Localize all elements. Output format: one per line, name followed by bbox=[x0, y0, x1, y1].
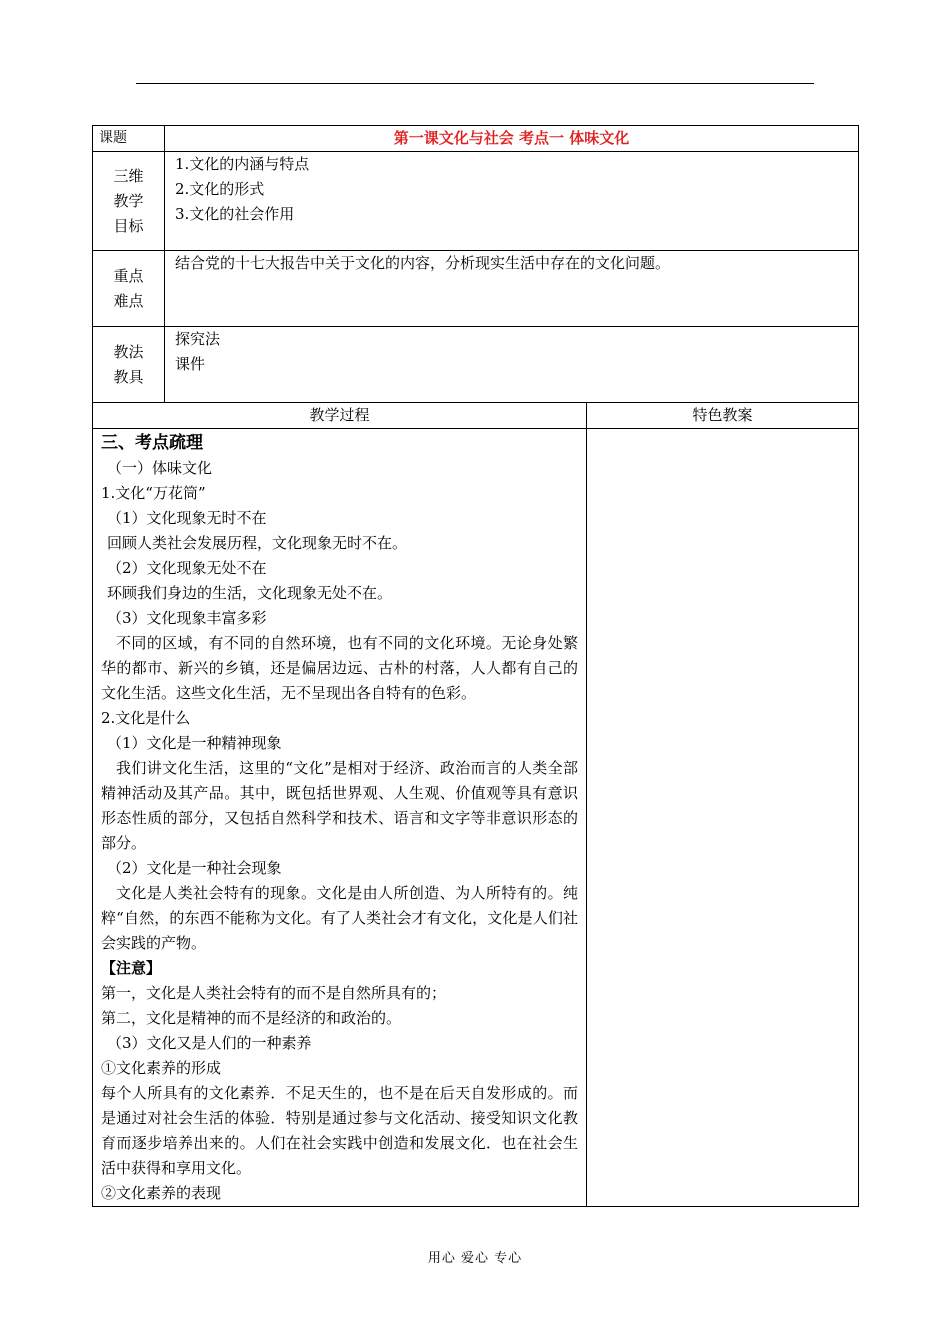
process-paragraph: （3）文化又是人们的一种素养 bbox=[107, 1034, 312, 1052]
process-paragraph: ①文化素养的形成 bbox=[101, 1059, 222, 1077]
objective-item: 1.文化的内涵与特点 bbox=[175, 155, 310, 173]
objectives-label-line: 三维 bbox=[113, 166, 144, 185]
process-paragraph: 【注意】 bbox=[101, 959, 162, 977]
key-points-label bbox=[93, 251, 165, 327]
page-footer: 用心 爱心 专心 bbox=[427, 1251, 523, 1266]
special-content bbox=[587, 429, 859, 1207]
methods-content bbox=[165, 327, 859, 403]
lesson-title: 第一课文化与社会 考点一 体味文化 bbox=[165, 126, 859, 152]
process-paragraph: （1）文化是一种精神现象 bbox=[107, 734, 282, 752]
topic-label: 课题 bbox=[93, 126, 165, 152]
section-title: 三、考点疏理 bbox=[101, 433, 203, 453]
process-paragraph: ②文化素养的表现 bbox=[101, 1184, 222, 1202]
methods-label bbox=[93, 327, 165, 403]
process-paragraph: 环顾我们身边的生活，文化现象无处不在。 bbox=[107, 584, 393, 602]
process-paragraph: 文化是人类社会特有的现象。文化是由人所创造、为人所特有的。纯粹“自然，的东西不能称为文化。有了人类社会才有文化，文化是人们社会实践的产物。 bbox=[101, 884, 578, 952]
column-header-row bbox=[93, 403, 859, 429]
objectives-label bbox=[93, 152, 165, 251]
process-paragraph: （2）文化是一种社会现象 bbox=[107, 859, 282, 877]
process-paragraph: （3）文化现象丰富多彩 bbox=[107, 609, 267, 627]
process-paragraph: 2.文化是什么 bbox=[101, 709, 191, 727]
process-paragraph: 不同的区域，有不同的自然环境，也有不同的文化环境。无论身处繁华的都市、新兴的乡镇，还是偏居边远、古朴的村落，人人都有自己的文化生活。这些文化生活，无不呈现出各自特有的色彩。 bbox=[101, 634, 578, 702]
process-column-header: 教学过程 bbox=[93, 403, 587, 429]
process-paragraph: （一）体味文化 bbox=[107, 459, 213, 477]
method-item: 探究法 bbox=[175, 330, 221, 348]
process-paragraph: 回顾人类社会发展历程，文化现象无时不在。 bbox=[107, 534, 408, 552]
objective-item: 3.文化的社会作用 bbox=[175, 205, 295, 223]
title-row bbox=[93, 126, 859, 152]
process-paragraph: （1）文化现象无时不在 bbox=[107, 509, 267, 527]
body-row bbox=[93, 429, 859, 1207]
process-paragraph: 第一，文化是人类社会特有的而不是自然所具有的； bbox=[101, 984, 447, 1002]
header-rule bbox=[136, 83, 814, 84]
objectives-row bbox=[93, 152, 859, 251]
key-points-label-line: 重点 bbox=[113, 266, 144, 285]
process-paragraph: 我们讲文化生活，这里的“文化”是相对于经济、政治而言的人类全部精神活动及其产品。其中，既包括世界观、人生观、价值观等具有意识形态性质的部分，又包括自然科学和技术、语言和文字等非意识形态的部分。 bbox=[101, 759, 578, 852]
key-points-label-line: 难点 bbox=[113, 291, 144, 310]
process-content bbox=[93, 429, 587, 1207]
process-paragraph: 每个人所具有的文化素养．不足天生的，也不是在后天自发形成的。而是通过对社会生活的体验．特别是通过参与文化活动、接受知识文化教育而逐步培养出来的。人们在社会实践中创造和发展文化．也在社会生活中获得和享用文化。 bbox=[101, 1084, 578, 1177]
key-points-row bbox=[93, 251, 859, 327]
lesson-plan-table bbox=[92, 125, 859, 1207]
process-paragraph: 1.文化“万花筒” bbox=[101, 484, 206, 502]
methods-label-line: 教法 bbox=[113, 342, 144, 361]
method-item: 课件 bbox=[175, 355, 206, 373]
methods-label-line: 教具 bbox=[113, 367, 144, 386]
methods-row bbox=[93, 327, 859, 403]
special-column-header: 特色教案 bbox=[587, 403, 859, 429]
objectives-label-line: 教学 bbox=[113, 191, 144, 210]
key-points-content: 结合党的十七大报告中关于文化的内容，分析现实生活中存在的文化问题。 bbox=[165, 251, 859, 327]
objectives-label-line: 目标 bbox=[113, 216, 144, 235]
process-paragraph: （2）文化现象无处不在 bbox=[107, 559, 267, 577]
objective-item: 2.文化的形式 bbox=[175, 180, 265, 198]
objectives-content bbox=[165, 152, 859, 251]
process-paragraph: 第二，文化是精神的而不是经济的和政治的。 bbox=[101, 1009, 402, 1027]
